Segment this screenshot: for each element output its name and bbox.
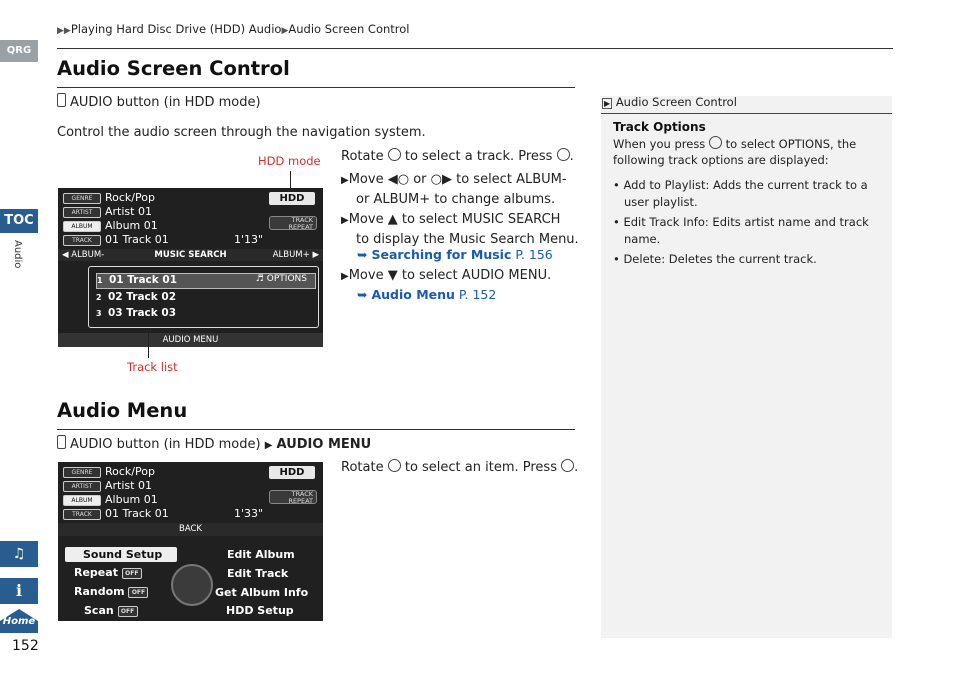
section2-instruction: Rotate to select an item. Press . [341,460,579,475]
sidebar-note [601,96,892,638]
hdd-mode-indicator: HDD [269,466,315,479]
track-list-item[interactable]: 1 01 Track 01 ♬ OPTIONS [96,273,316,289]
sidebar-bullet-list [613,177,875,268]
section1-rule [57,87,575,88]
hdd-mode-callout-line [290,171,291,188]
track-repeat-indicator: TRACK REPEAT [269,216,317,230]
voice-command-icon: ♫ [12,546,26,562]
repeat-item[interactable]: Repeat OFF [74,566,146,579]
note-arrow-icon: ▶ [604,99,611,108]
menu-dial [171,564,213,606]
track-time: 1'33" [234,507,264,520]
page-number: 152 [12,638,39,654]
off-indicator: OFF [128,587,148,598]
audio-menu-screen [58,462,323,621]
audio-menu-bar[interactable]: AUDIO MENU [58,333,323,347]
voice-tab[interactable] [0,541,38,567]
track-value: 01 Track 01 [105,233,169,246]
bullet-arrow-icon: ▶ [341,175,349,186]
top-rule [57,48,893,49]
track-list-item[interactable]: 3 03 Track 03 [96,307,177,319]
section-label: Audio [12,240,23,269]
artist-tag: ARTIST [63,481,101,492]
enter-button-icon [561,459,574,472]
album-tag: ALBUM [63,221,101,232]
track-list-callout: Track list [127,360,178,374]
list-item: • Edit Track Info: Edits artist name and track name. [613,215,869,246]
sidebar-subtitle: Track Options [613,120,706,134]
genre-value: Rock/Pop [105,465,155,478]
qrg-tab[interactable]: QRG [0,40,38,62]
album-minus-button[interactable]: ◀ ALBUM- [62,250,105,260]
section1-button-line: AUDIO button (in HDD mode) [57,93,261,110]
random-item[interactable]: Random OFF [74,585,152,598]
breadcrumb-part-1[interactable]: Playing Hard Disc Drive (HDD) Audio [70,22,282,36]
back-button[interactable]: BACK [58,523,323,536]
sound-setup-item[interactable]: Sound Setup [65,547,177,562]
sidebar-header: ▶ Audio Screen Control [601,96,892,114]
sidebar-intro: When you press to select OPTIONS, the following track options are displayed: [613,137,857,167]
move-album-instruction: ▶Move ◀○ or ○▶ to select ALBUM- or ALBUM+ to change albums. [341,172,567,207]
audio-menu-link[interactable]: ➥ Audio Menu P. 152 [357,287,497,302]
track-list-item[interactable]: 2 02 Track 02 [96,291,177,303]
track-time: 1'13" [234,233,264,246]
edit-album-item[interactable]: Edit Album [227,548,295,561]
album-plus-button[interactable]: ALBUM+ ▶ [272,250,319,260]
section2-button-line: AUDIO button (in HDD mode) ▶ AUDIO MENU [57,435,371,452]
list-item: • Add to Playlist: Adds the current track to a user playlist. [613,178,868,209]
breadcrumb-arrow-icon: ▶▶ [57,26,71,36]
enter-button-icon [709,136,722,149]
off-indicator: OFF [122,568,142,579]
interface-dial-icon [388,459,401,472]
hdd-setup-item[interactable]: HDD Setup [226,604,294,617]
album-value: Album 01 [105,493,158,506]
scan-item[interactable]: Scan OFF [84,604,142,617]
genre-tag: GENRE [63,467,101,478]
genre-value: Rock/Pop [105,191,155,204]
bullet-arrow-icon: ▶ [341,215,349,226]
section2-title: Audio Menu [57,399,188,422]
artist-value: Artist 01 [105,479,152,492]
genre-tag: GENRE [63,193,101,204]
music-search-button[interactable]: MUSIC SEARCH [154,250,227,260]
off-indicator: OFF [118,606,138,617]
bullet-arrow-icon: ▶ [341,271,349,282]
album-tag: ALBUM [63,495,101,506]
home-label: Home [2,616,36,627]
artist-tag: ARTIST [63,207,101,218]
rotate-instruction: Rotate to select a track. Press . [341,149,574,164]
searching-for-music-link[interactable]: ➥ Searching for Music P. 156 [357,247,553,262]
options-button[interactable]: ♬ OPTIONS [255,274,307,284]
index-tab[interactable] [0,578,38,604]
track-screen [58,188,323,347]
section1-title: Audio Screen Control [57,57,290,80]
artist-value: Artist 01 [105,205,152,218]
link-arrow-icon: ➥ [357,287,368,302]
section1-intro: Control the audio screen through the navigation system. [57,125,426,140]
section2-rule [57,429,575,430]
track-repeat-indicator: TRACK REPEAT [269,490,317,504]
interface-dial-icon [388,148,401,161]
info-icon: i [15,581,23,600]
breadcrumb-arrow-icon: ▶ [281,26,289,36]
hdd-mode-callout: HDD mode [258,154,321,168]
track-value: 01 Track 01 [105,507,169,520]
home-button[interactable] [0,609,38,633]
breadcrumb [57,22,409,36]
track-tag: TRACK [63,235,101,246]
audio-button-icon [57,93,66,107]
edit-track-item[interactable]: Edit Track [227,567,289,580]
get-album-info-item[interactable]: Get Album Info [215,586,309,599]
toc-tab[interactable]: TOC [0,209,38,233]
hdd-mode-indicator: HDD [269,192,315,205]
track-tag: TRACK [63,509,101,520]
album-search-bar [58,249,323,261]
move-search-instruction: ▶Move ▲ to select MUSIC SEARCH to display the Music Search Menu. [341,212,579,247]
enter-button-icon [557,148,570,161]
audio-button-icon [57,435,66,449]
album-value: Album 01 [105,219,158,232]
track-list-callout-line [148,332,149,358]
link-arrow-icon: ➥ [357,247,368,262]
breadcrumb-part-2[interactable]: Audio Screen Control [288,22,410,36]
move-audio-menu-instruction: ▶Move ▼ to select AUDIO MENU. [341,268,552,283]
list-item: • Delete: Deletes the current track. [613,252,817,266]
